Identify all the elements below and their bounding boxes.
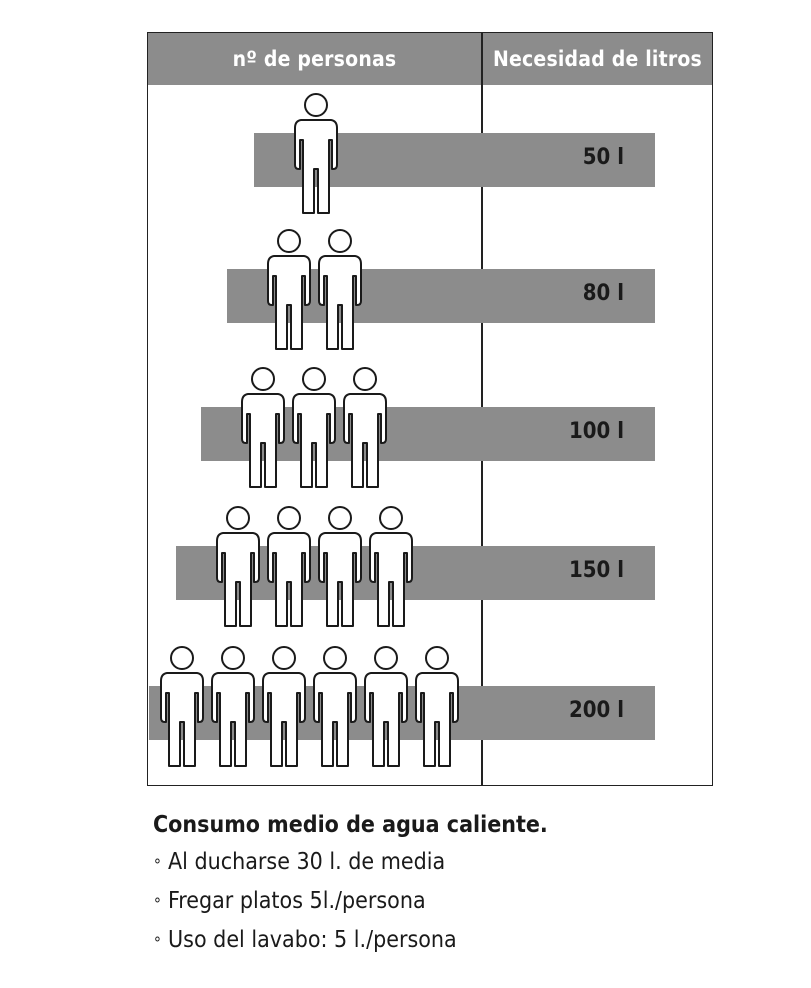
table-header	[148, 33, 712, 85]
note-item	[153, 920, 548, 959]
bullet-icon: ∘	[153, 929, 163, 948]
bullet-icon: ∘	[153, 851, 163, 870]
liters-value: 50 l	[582, 145, 624, 170]
liters-value: 100 l	[569, 419, 624, 444]
person-icon	[340, 367, 390, 489]
notes-title: Consumo medio de agua caliente.	[153, 812, 548, 838]
note-text: Uso del lavabo: 5 l./persona	[168, 927, 457, 953]
water-needs-table	[147, 32, 713, 786]
person-icon	[259, 646, 309, 768]
person-icon	[315, 506, 365, 628]
person-icon	[213, 506, 263, 628]
liters-value: 200 l	[569, 698, 624, 723]
note-text: Al ducharse 30 l. de media	[168, 849, 446, 875]
notes-block	[153, 812, 548, 959]
liters-value: 80 l	[582, 281, 624, 306]
note-text: Fregar platos 5l./persona	[168, 888, 426, 914]
header-persons: nº de personas	[232, 47, 397, 71]
person-icon	[361, 646, 411, 768]
person-icon	[315, 229, 365, 351]
person-icon	[289, 367, 339, 489]
person-icon	[157, 646, 207, 768]
person-icon	[264, 506, 314, 628]
person-icon	[238, 367, 288, 489]
note-item	[153, 881, 548, 920]
person-icon	[366, 506, 416, 628]
person-icon	[291, 93, 341, 215]
bullet-icon: ∘	[153, 890, 163, 909]
person-icon	[208, 646, 258, 768]
person-icon	[264, 229, 314, 351]
person-icon	[412, 646, 462, 768]
person-icon	[310, 646, 360, 768]
header-liters: Necesidad de litros	[493, 47, 702, 71]
note-item	[153, 842, 548, 881]
liters-value: 150 l	[569, 558, 624, 583]
